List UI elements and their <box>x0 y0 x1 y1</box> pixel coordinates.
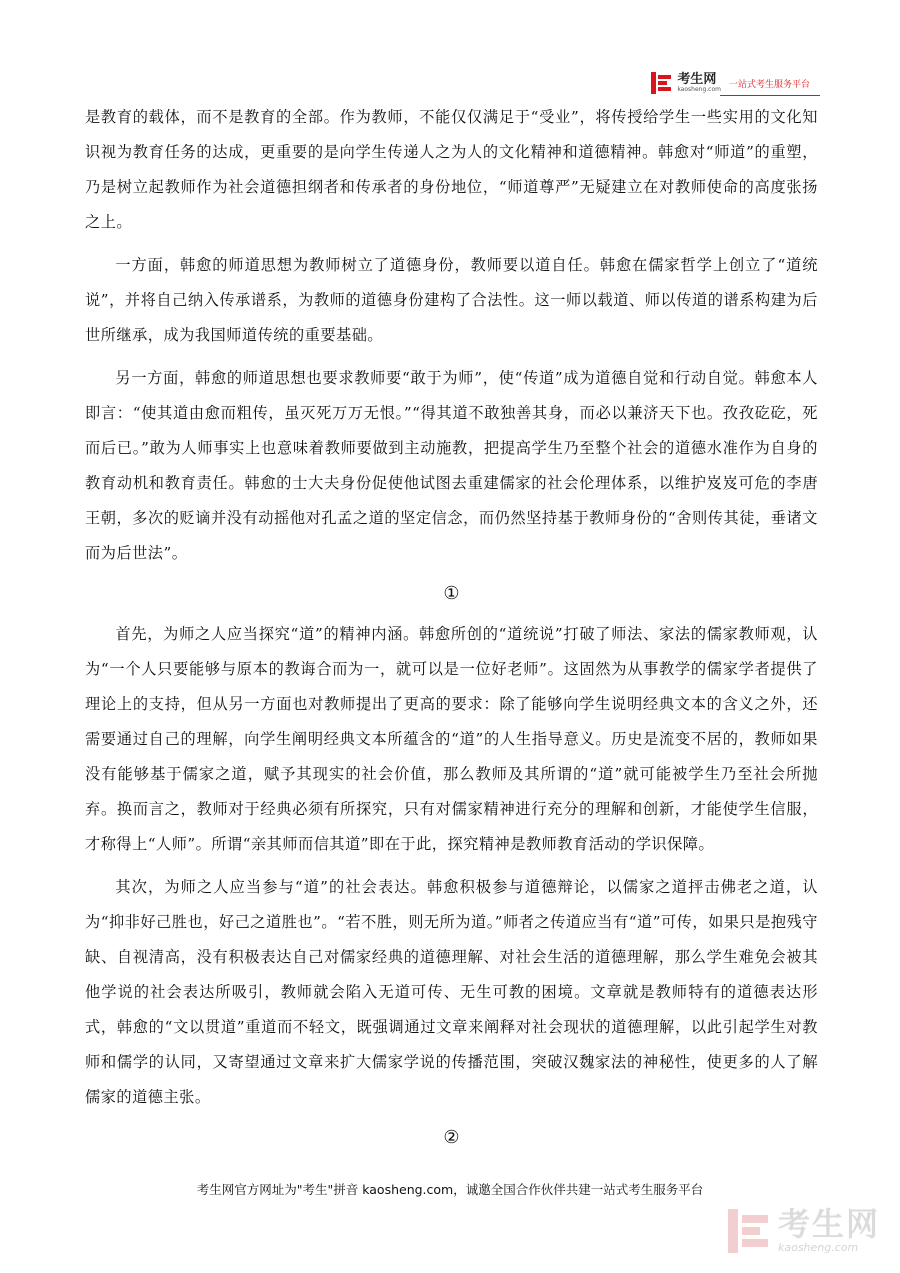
header-logo <box>651 72 810 94</box>
watermark-name: 考生网 <box>777 1205 880 1243</box>
paragraph: 一方面，韩愈的师道思想为教师树立了道德身份，教师要以道自任。韩愈在儒家哲学上创立了“道统说”，并将自己纳入传承谱系，为教师的道德身份建构了合法性。这一师以载道、师以传道的谱系构建为后世所继承，成为我国师道传统的重要基础。 <box>85 256 818 344</box>
header-divider <box>720 95 820 96</box>
logo-name: 考生网 <box>677 72 717 87</box>
article-body <box>85 100 818 1161</box>
watermark <box>728 1205 880 1254</box>
paragraph: 是教育的载体，而不是教育的全部。作为教师，不能仅仅满足于“受业”，将传授给学生一些实用的文化知识视为教育任务的达成，更重要的是向学生传递人之为人的文化精神和道德精神。韩愈对“师道”的重塑，乃是树立起教师作为社会道德担纲者和传承者的身份地位，“师道尊严”无疑建立在对教师使命的高度张扬之上。 <box>85 108 818 231</box>
watermark-logo-icon <box>728 1209 772 1253</box>
logo-domain: kaosheng.com <box>677 86 721 93</box>
paragraph: 另一方面，韩愈的师道思想也要求教师要“敢于为师”，使“传道”成为道德自觉和行动自觉。韩愈本人即言：“使其道由愈而粗传，虽灭死万万无恨。”“得其道不敢独善其身，而必以兼济天下也。孜孜矻矻，死而后已。”敢为人师事实上也意味着教师要做到主动施教，把提高学生乃至整个社会的道德水准作为自身的教育动机和教育责任。韩愈的士大夫身份促使他试图去重建儒家的社会伦理体系，以维护岌岌可危的李唐王朝，多次的贬谪并没有动摇他对孔孟之道的坚定信念，而仍然坚持基于教师身份的“舍则传其徒，垂诸文而为后世法”。 <box>85 369 818 562</box>
paragraph: 首先，为师之人应当探究“道”的精神内涵。韩愈所创的“道统说”打破了师法、家法的儒家教师观，认为“一个人只要能够与原本的教诲合而为一，就可以是一位好老师”。这固然为从事教学的儒家学者提供了理论上的支持，但从另一方面也对教师提出了更高的要求：除了能够向学生说明经典文本的含义之外，还需要通过自己的理解，向学生阐明经典文本所蕴含的“道”的人生指导意义。历史是流变不居的，教师如果没有能够基于儒家之道，赋予其现实的社会价值，那么教师及其所谓的“道”就可能被学生乃至社会所抛弃。换而言之，教师对于经典必须有所探究，只有对儒家精神进行充分的理解和创新，才能使学生信服，才称得上“人师”。所谓“亲其师而信其道”即在于此，探究精神是教师教育活动的学识保障。 <box>85 625 818 853</box>
logo-text <box>677 73 721 93</box>
watermark-domain: kaosheng.com <box>777 1241 859 1254</box>
section-marker-2: ② <box>443 1127 460 1148</box>
logo-icon <box>651 72 673 94</box>
paragraph: 其次，为师之人应当参与“道”的社会表达。韩愈积极参与道德辩论，以儒家之道抨击佛老之道，认为“抑非好己胜也，好己之道胜也”。“若不胜，则无所为道。”师者之传道应当有“道”可传，如果只是抱残守缺、自视清高，没有积极表达自己对儒家经典的道德理解、对社会生活的道德理解，那么学生难免会被其他学说的社会表达所吸引，教师就会陷入无道可传、无生可教的困境。文章就是教师特有的道德表达形式，韩愈的“文以贯道”重道而不轻文，既强调通过文章来阐释对社会现状的道德理解，以此引起学生对教师和儒学的认同，又寄望通过文章来扩大儒家学说的传播范围，突破汉魏家法的神秘性，使更多的人了解儒家的道德主张。 <box>85 878 818 1106</box>
logo-tagline: 一站式考生服务平台 <box>728 79 810 90</box>
section-marker-1: ① <box>443 583 460 604</box>
watermark-text <box>777 1205 880 1254</box>
page-footer: 考生网官方网址为"考生"拼音 kaosheng.com，诚邀全国合作伙伴共建一站式考生服务平台 <box>196 1182 704 1197</box>
